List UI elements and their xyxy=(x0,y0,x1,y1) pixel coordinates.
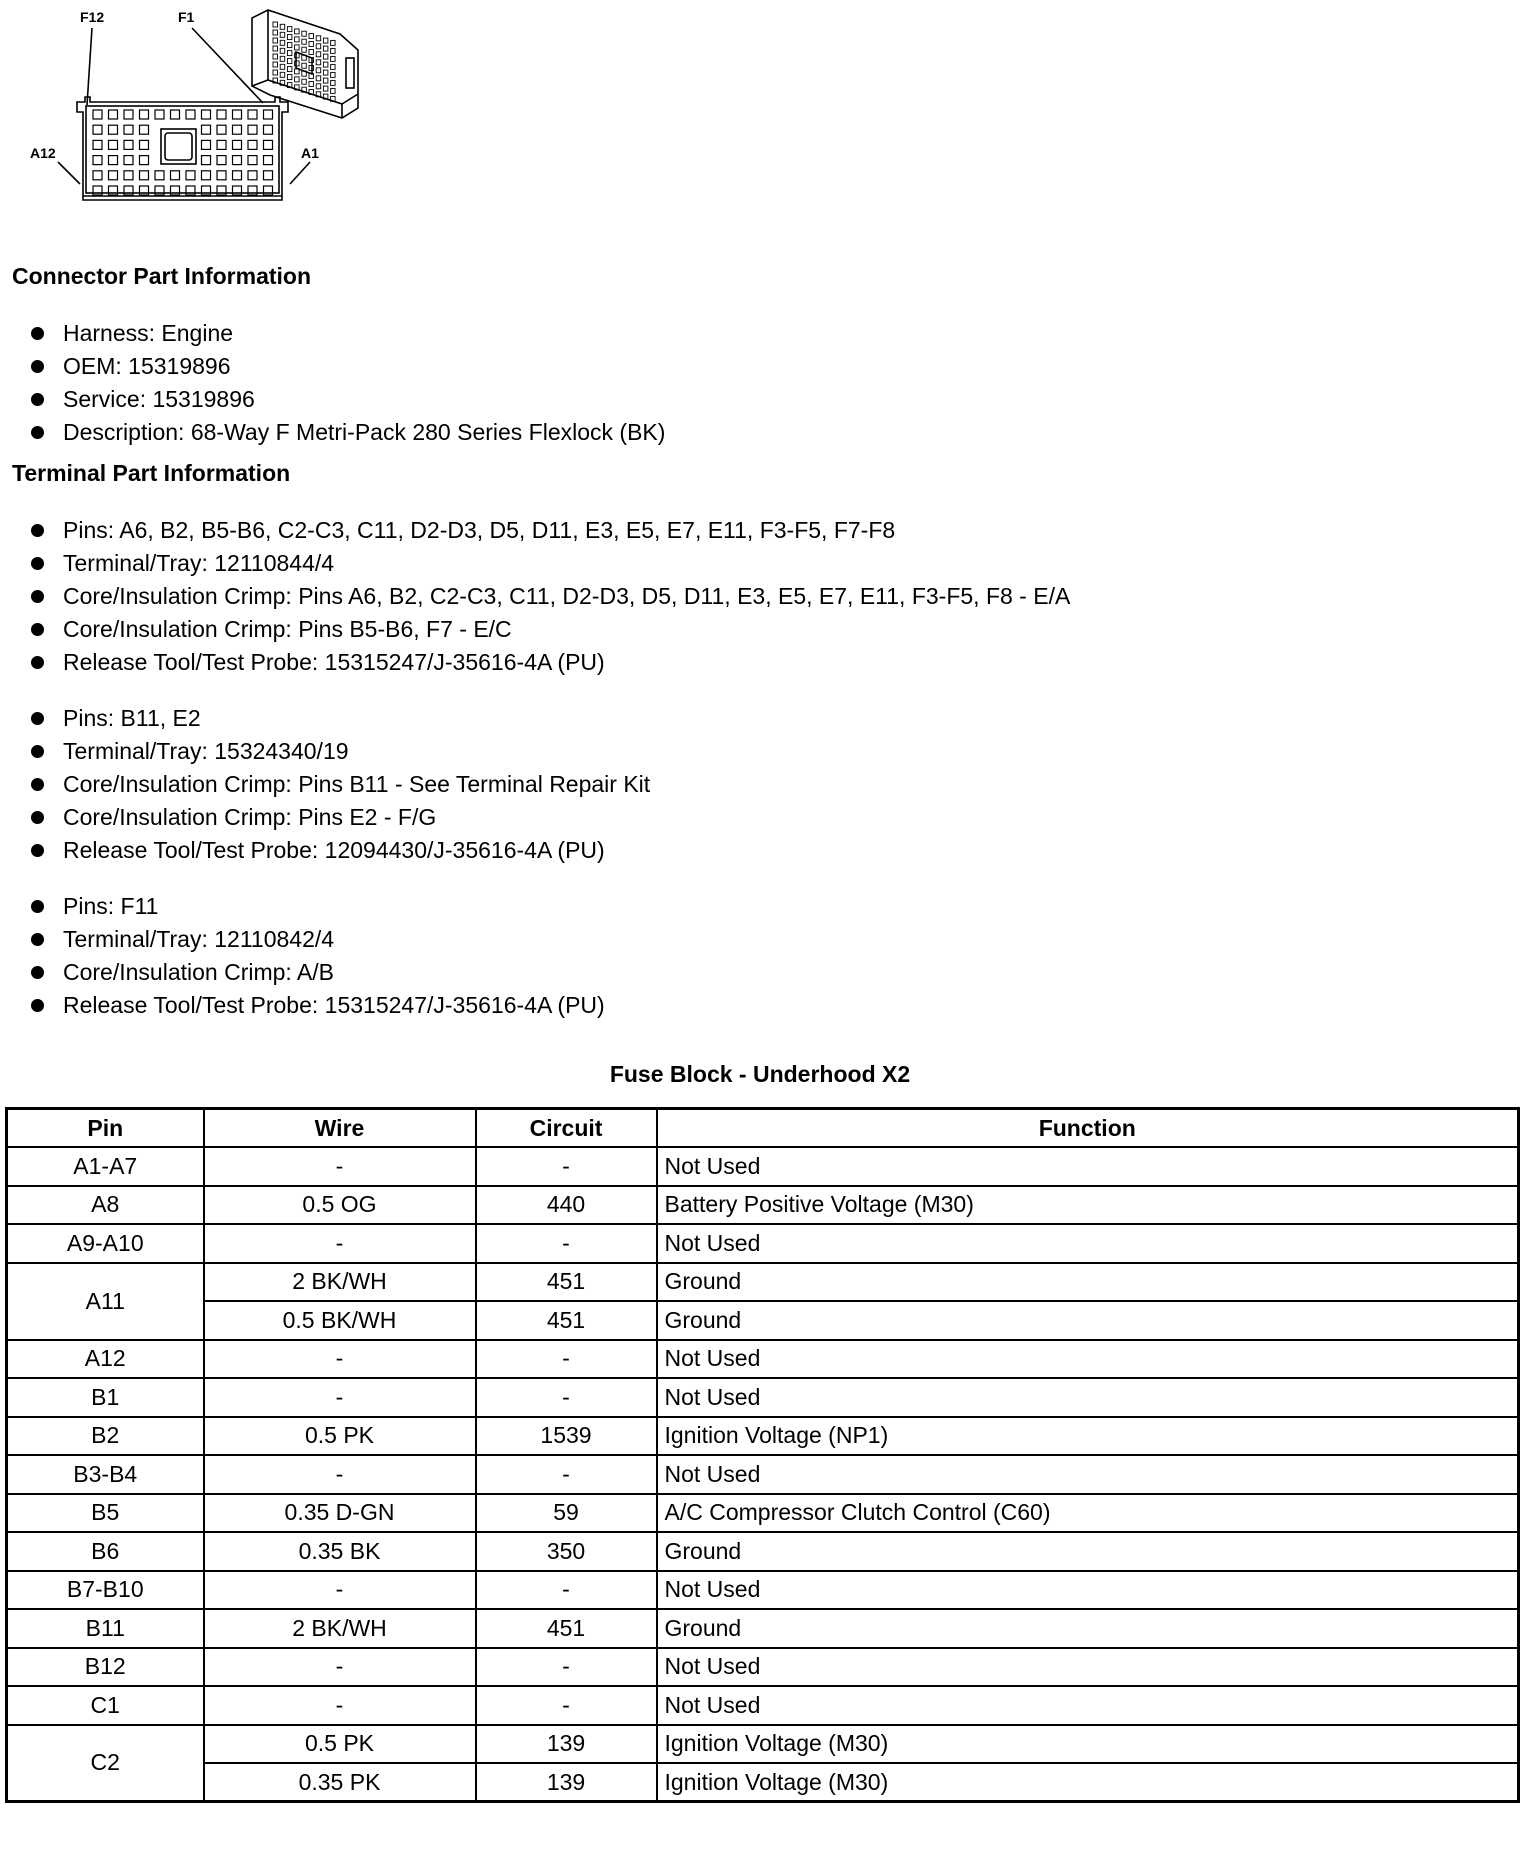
cell-pin: A1-A7 xyxy=(7,1147,204,1186)
cell-pin: A8 xyxy=(7,1186,204,1225)
pin-cavity xyxy=(202,171,211,180)
cell-pin: B7-B10 xyxy=(7,1571,204,1610)
label-f1: F1 xyxy=(178,9,195,25)
iso-pin-cavity xyxy=(295,77,300,82)
cell-circuit: 350 xyxy=(476,1532,657,1571)
terminal-list-item: Core/Insulation Crimp: Pins B11 - See Terminal Repair Kit xyxy=(30,768,650,801)
terminal-list-item: Core/Insulation Crimp: Pins B5-B6, F7 - E/C xyxy=(30,613,1070,646)
iso-pin-cavity xyxy=(302,47,307,52)
terminal-list-item: Terminal/Tray: 12110844/4 xyxy=(30,547,1070,580)
cell-wire: - xyxy=(204,1147,476,1186)
cell-wire: - xyxy=(204,1648,476,1687)
cell-function: Not Used xyxy=(657,1571,1519,1610)
iso-pin-cavity xyxy=(273,70,278,75)
terminal-list-item: Core/Insulation Crimp: A/B xyxy=(30,956,605,989)
iso-pin-cavity xyxy=(302,39,307,44)
table-row xyxy=(7,1147,1519,1186)
cell-function: Battery Positive Voltage (M30) xyxy=(657,1186,1519,1225)
cell-wire: 2 BK/WH xyxy=(204,1609,476,1648)
cell-circuit: 440 xyxy=(476,1186,657,1225)
pin-cavity xyxy=(248,140,257,149)
pin-cavity xyxy=(124,125,133,134)
pin-cavity xyxy=(93,125,102,134)
iso-pin-cavity xyxy=(280,24,285,29)
iso-pin-cavity xyxy=(316,84,321,89)
cell-function: Ignition Voltage (M30) xyxy=(657,1725,1519,1764)
iso-pin-cavity xyxy=(316,68,321,73)
iso-pin-cavity xyxy=(323,86,328,91)
table-row xyxy=(7,1686,1519,1725)
pin-cavity xyxy=(93,156,102,165)
cell-pin: B11 xyxy=(7,1609,204,1648)
cell-function: Not Used xyxy=(657,1378,1519,1417)
iso-pin-cavity xyxy=(331,48,336,53)
table-header-row xyxy=(7,1109,1519,1148)
iso-pin-cavity xyxy=(331,88,336,93)
cell-circuit: - xyxy=(476,1224,657,1263)
terminal-list-item: Terminal/Tray: 15324340/19 xyxy=(30,735,650,768)
iso-pin-cavity xyxy=(287,59,292,64)
iso-pin-cavity xyxy=(280,40,285,45)
cell-function: Not Used xyxy=(657,1224,1519,1263)
label-f12: F12 xyxy=(80,9,105,25)
iso-pin-cavity xyxy=(273,62,278,67)
iso-pin-cavity xyxy=(316,60,321,65)
iso-pin-cavity xyxy=(323,70,328,75)
cell-pin: B1 xyxy=(7,1378,204,1417)
iso-pin-cavity xyxy=(287,35,292,40)
pinout-table xyxy=(5,1107,1520,1803)
cell-wire: - xyxy=(204,1686,476,1725)
iso-pin-cavity xyxy=(287,27,292,32)
table-row xyxy=(7,1340,1519,1379)
iso-pin-cavity xyxy=(316,52,321,57)
iso-pin-cavity xyxy=(309,50,314,55)
iso-pin-cavity xyxy=(280,56,285,61)
table-row xyxy=(7,1725,1519,1764)
iso-pin-cavity xyxy=(331,64,336,69)
table-row xyxy=(7,1186,1519,1225)
cell-pin: B6 xyxy=(7,1532,204,1571)
pin-cavity xyxy=(155,110,164,119)
iso-pin-cavity xyxy=(280,48,285,53)
iso-pin-cavity xyxy=(273,22,278,27)
terminal-list-item: Core/Insulation Crimp: Pins E2 - F/G xyxy=(30,801,650,834)
iso-pin-cavity xyxy=(331,56,336,61)
table-row xyxy=(7,1494,1519,1533)
connector-list-item: Harness: Engine xyxy=(30,317,665,350)
cell-circuit: 451 xyxy=(476,1263,657,1302)
iso-pin-cavity xyxy=(287,51,292,56)
cell-function: Ignition Voltage (M30) xyxy=(657,1763,1519,1802)
iso-pin-cavity xyxy=(295,29,300,34)
table-row xyxy=(7,1532,1519,1571)
connector-list-item: Description: 68-Way F Metri-Pack 280 Series Flexlock (BK) xyxy=(30,416,665,449)
cell-pin: C2 xyxy=(7,1725,204,1802)
cell-pin: A12 xyxy=(7,1340,204,1379)
cell-wire: - xyxy=(204,1455,476,1494)
iso-pin-cavity xyxy=(287,43,292,48)
cell-function: Not Used xyxy=(657,1686,1519,1725)
cell-circuit: - xyxy=(476,1455,657,1494)
cell-pin: C1 xyxy=(7,1686,204,1725)
pin-cavity xyxy=(233,156,242,165)
cell-circuit: - xyxy=(476,1648,657,1687)
pin-cavity xyxy=(109,110,118,119)
terminal-group-1 xyxy=(30,514,1070,679)
cell-wire: 0.5 PK xyxy=(204,1725,476,1764)
iso-pin-cavity xyxy=(287,67,292,72)
table-row xyxy=(7,1648,1519,1687)
cell-circuit: - xyxy=(476,1147,657,1186)
pin-cavity xyxy=(264,156,273,165)
cell-wire: - xyxy=(204,1224,476,1263)
terminal-list-item: Release Tool/Test Probe: 15315247/J-35616-4A (PU) xyxy=(30,646,1070,679)
pin-cavity xyxy=(217,171,226,180)
pin-cavity xyxy=(202,156,211,165)
iso-pin-cavity xyxy=(316,44,321,49)
cell-circuit: - xyxy=(476,1686,657,1725)
pin-cavity xyxy=(264,125,273,134)
iso-pin-cavity xyxy=(309,34,314,39)
pin-cavity xyxy=(109,140,118,149)
iso-pin-cavity xyxy=(323,38,328,43)
pin-cavity xyxy=(155,171,164,180)
header-circuit: Circuit xyxy=(476,1109,657,1148)
iso-pin-cavity xyxy=(273,30,278,35)
pin-cavity xyxy=(248,156,257,165)
iso-pin-cavity xyxy=(331,40,336,45)
connector-part-list xyxy=(30,317,665,449)
cell-wire: - xyxy=(204,1340,476,1379)
iso-pin-cavity xyxy=(287,75,292,80)
cell-circuit: - xyxy=(476,1340,657,1379)
header-pin: Pin xyxy=(7,1109,204,1148)
table-title: Fuse Block - Underhood X2 xyxy=(609,1061,911,1087)
cell-circuit: 139 xyxy=(476,1725,657,1764)
iso-pin-cavity xyxy=(280,72,285,77)
pin-cavity xyxy=(124,140,133,149)
terminal-list-item: Pins: F11 xyxy=(30,890,605,923)
pin-cavity xyxy=(124,110,133,119)
pin-cavity xyxy=(140,110,149,119)
pin-cavity xyxy=(109,125,118,134)
connector-diagram xyxy=(20,0,380,215)
cell-function: Ignition Voltage (NP1) xyxy=(657,1417,1519,1456)
iso-pin-cavity xyxy=(331,72,336,77)
pin-cavity xyxy=(202,110,211,119)
label-a12: A12 xyxy=(30,145,56,161)
iso-pin-cavity xyxy=(309,82,314,87)
iso-pin-cavity xyxy=(273,46,278,51)
iso-pin-cavity xyxy=(331,80,336,85)
iso-pin-cavity xyxy=(323,78,328,83)
terminal-list-item: Terminal/Tray: 12110842/4 xyxy=(30,923,605,956)
pin-cavity xyxy=(264,110,273,119)
cell-circuit: 451 xyxy=(476,1301,657,1340)
cell-wire: 0.5 OG xyxy=(204,1186,476,1225)
cell-function: Ground xyxy=(657,1263,1519,1302)
terminal-part-heading: Terminal Part Information xyxy=(12,460,291,486)
pin-cavity xyxy=(140,140,149,149)
cell-circuit: - xyxy=(476,1378,657,1417)
pin-cavity xyxy=(186,110,195,119)
cell-wire: 0.35 PK xyxy=(204,1763,476,1802)
pin-cavity xyxy=(217,140,226,149)
table-row xyxy=(7,1417,1519,1456)
pin-cavity xyxy=(233,171,242,180)
iso-pin-cavity xyxy=(273,38,278,43)
cell-wire: 0.35 D-GN xyxy=(204,1494,476,1533)
terminal-list-item: Release Tool/Test Probe: 12094430/J-35616-4A (PU) xyxy=(30,834,650,867)
connector-list-item: OEM: 15319896 xyxy=(30,350,665,383)
cell-pin: A11 xyxy=(7,1263,204,1340)
pin-cavity xyxy=(124,171,133,180)
cell-circuit: 59 xyxy=(476,1494,657,1533)
table-row xyxy=(7,1224,1519,1263)
cell-function: Not Used xyxy=(657,1455,1519,1494)
cell-function: Not Used xyxy=(657,1648,1519,1687)
table-row xyxy=(7,1609,1519,1648)
pin-cavity xyxy=(140,156,149,165)
cell-pin: B3-B4 xyxy=(7,1455,204,1494)
iso-pin-cavity xyxy=(309,42,314,47)
iso-pin-cavity xyxy=(295,37,300,42)
pin-cavity xyxy=(93,110,102,119)
pin-cavity xyxy=(248,110,257,119)
cell-wire: 0.35 BK xyxy=(204,1532,476,1571)
table-row xyxy=(7,1455,1519,1494)
cell-wire: - xyxy=(204,1571,476,1610)
table-row xyxy=(7,1378,1519,1417)
pin-cavity xyxy=(109,156,118,165)
cell-function: Ground xyxy=(657,1609,1519,1648)
pin-cavity xyxy=(248,171,257,180)
pin-cavity xyxy=(202,140,211,149)
pin-cavity xyxy=(202,125,211,134)
terminal-group-2 xyxy=(30,702,650,867)
iso-pin-cavity xyxy=(273,54,278,59)
iso-pin-cavity xyxy=(302,79,307,84)
cell-function: A/C Compressor Clutch Control (C60) xyxy=(657,1494,1519,1533)
pin-cavity xyxy=(171,171,180,180)
terminal-list-item: Core/Insulation Crimp: Pins A6, B2, C2-C3, C11, D2-D3, D5, D11, E3, E5, E7, E11, F3-F5, F8 - E/A xyxy=(30,580,1070,613)
iso-pin-cavity xyxy=(316,76,321,81)
pin-cavity xyxy=(171,110,180,119)
pin-cavity xyxy=(264,171,273,180)
connector-list-item: Service: 15319896 xyxy=(30,383,665,416)
pin-cavity xyxy=(109,171,118,180)
iso-pin-cavity xyxy=(280,32,285,37)
cell-wire: - xyxy=(204,1378,476,1417)
pin-cavity xyxy=(93,140,102,149)
pin-cavity xyxy=(248,125,257,134)
cell-circuit: - xyxy=(476,1571,657,1610)
iso-pin-cavity xyxy=(295,45,300,50)
cell-circuit: 451 xyxy=(476,1609,657,1648)
iso-pin-cavity xyxy=(323,62,328,67)
cell-function: Ground xyxy=(657,1532,1519,1571)
pin-cavity xyxy=(233,125,242,134)
cell-pin: B12 xyxy=(7,1648,204,1687)
table-row xyxy=(7,1301,1519,1340)
pin-cavity xyxy=(186,171,195,180)
table-row xyxy=(7,1571,1519,1610)
pin-cavity xyxy=(124,156,133,165)
cell-function: Ground xyxy=(657,1301,1519,1340)
cell-pin: B5 xyxy=(7,1494,204,1533)
terminal-list-item: Pins: A6, B2, B5-B6, C2-C3, C11, D2-D3, D5, D11, E3, E5, E7, E11, F3-F5, F7-F8 xyxy=(30,514,1070,547)
label-a1: A1 xyxy=(301,145,319,161)
cell-wire: 2 BK/WH xyxy=(204,1263,476,1302)
cell-function: Not Used xyxy=(657,1340,1519,1379)
iso-pin-cavity xyxy=(316,36,321,41)
connector-part-heading: Connector Part Information xyxy=(12,263,312,289)
table-row xyxy=(7,1763,1519,1802)
terminal-group-3 xyxy=(30,890,605,1022)
terminal-list-item: Release Tool/Test Probe: 15315247/J-35616-4A (PU) xyxy=(30,989,605,1022)
iso-pin-cavity xyxy=(323,54,328,59)
cell-pin: B2 xyxy=(7,1417,204,1456)
cell-wire: 0.5 PK xyxy=(204,1417,476,1456)
cell-wire: 0.5 BK/WH xyxy=(204,1301,476,1340)
cell-function: Not Used xyxy=(657,1147,1519,1186)
iso-pin-cavity xyxy=(280,64,285,69)
pin-cavity xyxy=(217,110,226,119)
pin-cavity xyxy=(140,171,149,180)
iso-pin-cavity xyxy=(302,63,307,68)
pin-cavity xyxy=(217,125,226,134)
cell-circuit: 1539 xyxy=(476,1417,657,1456)
iso-pin-cavity xyxy=(323,46,328,51)
pin-cavity xyxy=(93,171,102,180)
header-function: Function xyxy=(657,1109,1519,1148)
pin-cavity xyxy=(233,140,242,149)
terminal-list-item: Pins: B11, E2 xyxy=(30,702,650,735)
pin-cavity xyxy=(217,156,226,165)
table-row xyxy=(7,1263,1519,1302)
pin-cavity xyxy=(233,110,242,119)
iso-pin-cavity xyxy=(302,31,307,36)
header-wire: Wire xyxy=(204,1109,476,1148)
cell-pin: A9-A10 xyxy=(7,1224,204,1263)
pin-cavity xyxy=(140,125,149,134)
cell-circuit: 139 xyxy=(476,1763,657,1802)
pin-cavity xyxy=(264,140,273,149)
